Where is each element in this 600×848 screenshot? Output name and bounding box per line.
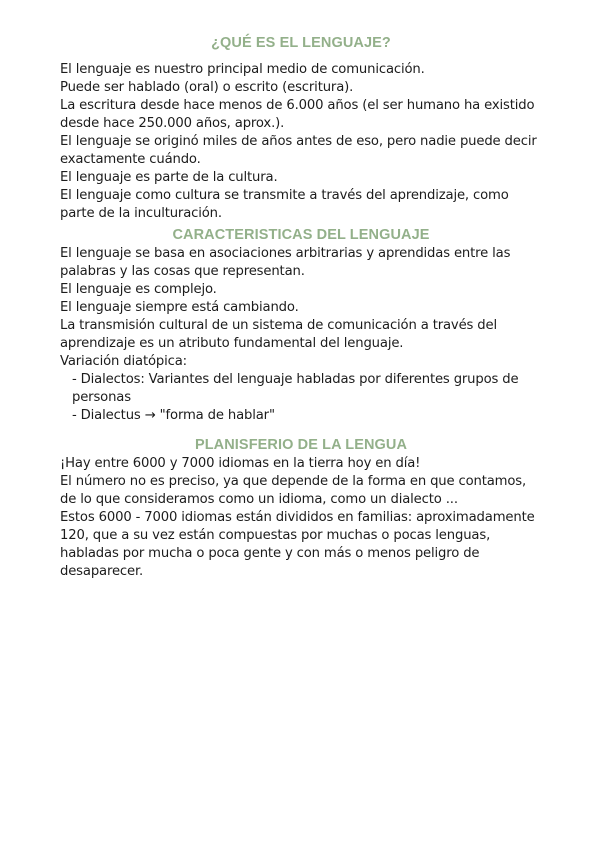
paragraph: El lenguaje se basa en asociaciones arbitrarias y aprendidas entre las palabras y las cosas que representan.	[60, 246, 511, 279]
paragraph: El lenguaje siempre está cambiando.	[60, 300, 299, 315]
paragraph: El lenguaje es complejo.	[60, 282, 217, 297]
list-item-dialectos: - Dialectos: Variantes del lenguaje habladas por diferentes grupos de personas	[72, 372, 519, 405]
paragraph: Puede ser hablado (oral) o escrito (escritura).	[60, 80, 354, 95]
paragraph: El lenguaje como cultura se transmite a través del aprendizaje, como parte de la inculturación.	[60, 188, 509, 221]
paragraph: Estos 6000 - 7000 idiomas están divididos en familias: aproximadamente 120, que a su vez están compuestas por muchas o pocas lenguas, habladas por mucha o poca gente y con más o menos peligro de desaparecer.	[60, 510, 535, 579]
paragraph: El lenguaje es parte de la cultura.	[60, 170, 278, 185]
paragraph: El lenguaje es nuestro principal medio de comunicación.	[60, 62, 425, 77]
paragraph: El número no es preciso, ya que depende de la forma en que contamos, de lo que consideramos como un idioma, como un dialecto ...	[60, 474, 527, 507]
paragraph: La escritura desde hace menos de 6.000 años (el ser humano ha existido desde hace 250.000 años, aprox.).	[60, 98, 535, 131]
paragraph: Variación diatópica:	[60, 354, 187, 369]
section-title-caracteristicas: CARACTERISTICAS DEL LENGUAJE	[172, 227, 430, 243]
paragraph: El lenguaje se originó miles de años antes de eso, pero nadie puede decir exactamente cuándo.	[60, 134, 537, 167]
paragraph: ¡Hay entre 6000 y 7000 idiomas en la tierra hoy en día!	[60, 456, 421, 471]
section-title-planisferio: PLANISFERIO DE LA LENGUA	[194, 437, 408, 453]
paragraph: La transmisión cultural de un sistema de comunicación a través del aprendizaje es un atributo fundamental del lenguaje.	[60, 318, 498, 351]
list-item-dialectus: - Dialectus → "forma de hablar"	[72, 408, 275, 423]
section-title-que-es-el-lenguaje: ¿QUÉ ES EL LENGUAJE?	[211, 35, 391, 51]
